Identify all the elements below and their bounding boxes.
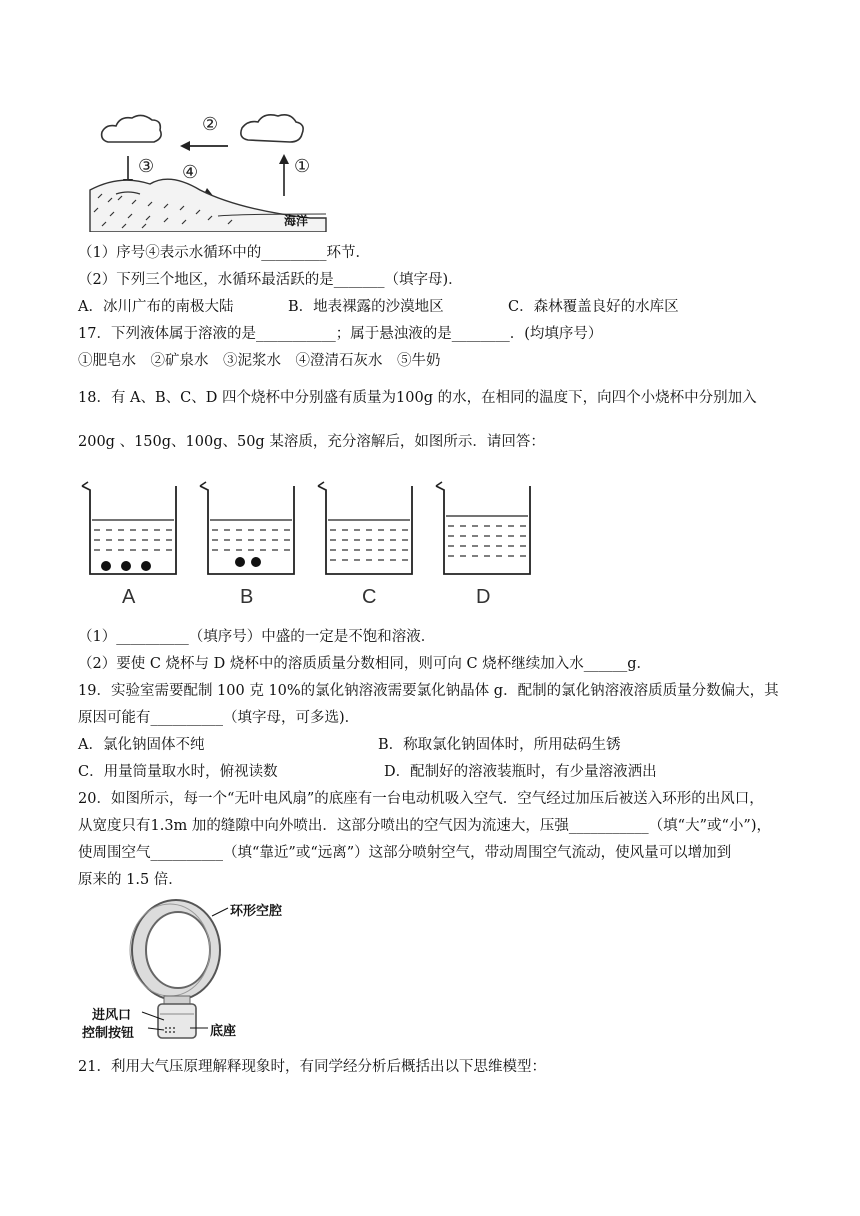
- q20-line1: 20．如图所示，每一个“无叶电风扇”的底座有一台电动机吸入空气．空气经过加压后被送入环形的出风口，: [78, 791, 764, 807]
- q17-stem: 17．下列液体属于溶液的是___________；属于悬浊液的是________．(均填序号）: [78, 326, 603, 342]
- q16-option-c: C．森林覆盖良好的水库区: [508, 299, 679, 315]
- q16-option-a: A．冰川广布的南极大陆: [78, 299, 234, 315]
- beaker-label-b: B: [240, 586, 254, 608]
- q18-part1: （1）__________（填序号）中盛的一定是不饱和溶液．: [78, 629, 436, 645]
- q20-line4: 原来的 1.5 倍．: [78, 872, 183, 888]
- mark-1: ①: [294, 156, 311, 177]
- q19-stem-line1: 19．实验室需要配制 100 克 10%的氯化钠溶液需要氯化钠晶体 g．配制的氯化钠溶液溶质质量分数偏大，其: [78, 683, 779, 699]
- q20-line3: 使周围空气__________（填“靠近”或“远离”）这部分喷射空气，带动周围空气流动，使风量可以增加到: [78, 845, 732, 861]
- q20-line2: 从宽度只有1.3m 加的缝隙中向外喷出．这部分喷出的空气因为流速大，压强___________（填“大”或“小”)，: [78, 818, 771, 834]
- water-cycle-figure: [88, 112, 328, 232]
- fan-label-ring: 环形空腔: [230, 904, 283, 919]
- mark-3: ③: [138, 156, 155, 177]
- ocean-label: 海洋: [284, 214, 309, 228]
- q18-stem-line1: 18．有 A、B、C、D 四个烧杯中分别盛有质量为100g 的水，在相同的温度下，向四个小烧杯中分别加入: [78, 390, 757, 406]
- q16-part2: （2）下列三个地区，水循环最活跃的是_______（填字母)．: [78, 272, 463, 288]
- q19-option-d: D．配制好的溶液装瓶时，有少量溶液洒出: [384, 764, 657, 780]
- fan-label-inlet: 进风口: [92, 1008, 132, 1023]
- q21-stem: 21．利用大气压原理解释现象时，有同学经分析后概括出以下思维模型：: [78, 1059, 546, 1075]
- q19-option-b: B．称取氯化钠固体时，所用砝码生锈: [378, 737, 621, 753]
- bladeless-fan-figure: [80, 894, 300, 1044]
- q19-stem-line2: 原因可能有__________（填字母，可多选)．: [78, 710, 360, 726]
- beakers-drawing: [78, 478, 538, 588]
- beaker-d: [436, 482, 530, 574]
- fan-label-button: 控制按钮: [82, 1026, 135, 1041]
- beaker-b: [200, 482, 294, 574]
- mark-2: ②: [202, 114, 219, 135]
- beaker-c: [318, 482, 412, 574]
- beaker-label-c: C: [362, 586, 377, 608]
- beaker-label-a: A: [122, 586, 136, 608]
- q18-part2: （2）要使 C 烧杯与 D 烧杯中的溶质质量分数相同，则可向 C 烧杯继续加入水______g．: [78, 656, 651, 672]
- beakers-figure: [78, 478, 538, 618]
- q16-option-b: B．地表裸露的沙漠地区: [288, 299, 444, 315]
- q16-part1: （1）序号④表示水循环中的_________环节．: [78, 245, 370, 261]
- q19-option-c: C．用量筒量取水时，俯视读数: [78, 764, 278, 780]
- beaker-a: [82, 482, 176, 574]
- q17-items: ①肥皂水 ②矿泉水 ③泥浆水 ④澄清石灰水 ⑤牛奶: [78, 353, 441, 369]
- q18-stem-line2: 200g 、150g、100g、50g 某溶质，充分溶解后，如图所示．请回答：: [78, 434, 545, 450]
- q19-option-a: A．氯化钠固体不纯: [78, 737, 205, 753]
- mark-4: ④: [182, 162, 199, 183]
- fan-label-base: 底座: [210, 1024, 237, 1039]
- beaker-label-d: D: [476, 586, 491, 608]
